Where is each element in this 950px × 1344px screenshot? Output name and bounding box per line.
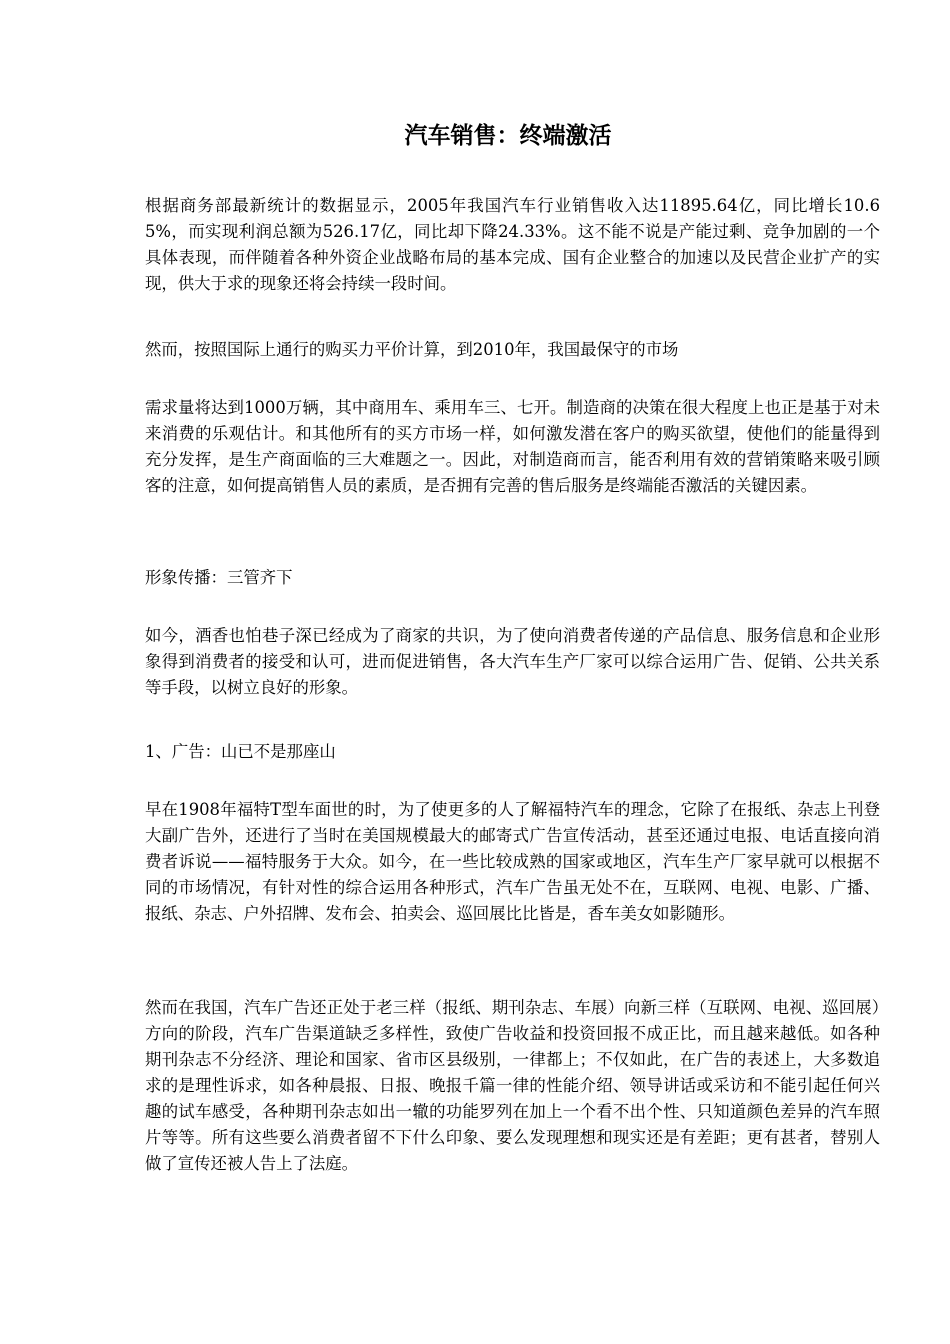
subsection-heading: 1、广告：山已不是那座山 [145,742,336,761]
paragraph: 然而，按照国际上通行的购买力平价计算，到2010年，我国最保守的市场 [145,340,679,359]
paragraph: 根据商务部最新统计的数据显示，2005年我国汽车行业销售收入达11895.64亿，同比增长10.65%，而实现利润总额为526.17亿，同比却下降24.33%。这不能不说是产能过剩、竞争加剧的一个具体表现，而伴随着各种外资企业战略布局的基本完成、国有企业整合的加速以及民营企业扩产的实现，供大于求的现象还将会持续一段时间。 [145,196,880,293]
paragraph: 需求量将达到1000万辆，其中商用车、乘用车三、七开。制造商的决策在很大程度上也正是基于对未来消费的乐观估计。和其他所有的买方市场一样，如何激发潜在客户的购买欲望，使他们的能量得到充分发挥，是生产商面临的三大难题之一。因此，对制造商而言，能否利用有效的营销策略来吸引顾客的注意，如何提高销售人员的素质，是否拥有完善的售后服务是终端能否激活的关键因素。 [145,398,880,495]
paragraph: 如今，酒香也怕巷子深已经成为了商家的共识，为了使向消费者传递的产品信息、服务信息和企业形象得到消费者的接受和认可，进而促进销售，各大汽车生产厂家可以综合运用广告、促销、公共关系等手段，以树立良好的形象。 [145,626,880,697]
paragraph: 然而在我国，汽车广告还正处于老三样（报纸、期刊杂志、车展）向新三样（互联网、电视、巡回展）方向的阶段，汽车广告渠道缺乏多样性，致使广告收益和投资回报不成正比，而且越来越低。如各种期刊杂志不分经济、理论和国家、省市区县级别，一律都上；不仅如此，在广告的表述上，大多数追求的是理性诉求，如各种晨报、日报、晚报千篇一律的性能介绍、领导讲话或采访和不能引起任何兴趣的试车感受，各种期刊杂志如出一辙的功能罗列在加上一个看不出个性、只知道颜色差异的汽车照片等等。所有这些要么消费者留不下什么印象、要么发现理想和现实还是有差距；更有甚者，替别人做了宣传还被人告上了法庭。 [145,998,880,1173]
paragraph: 早在1908年福特T型车面世的时，为了使更多的人了解福特汽车的理念，它除了在报纸、杂志上刊登大副广告外，还进行了当时在美国规模最大的邮寄式广告宣传活动，甚至还通过电报、电话直接向消费者诉说——福特服务于大众。如今，在一些比较成熟的国家或地区，汽车生产厂家早就可以根据不同的市场情况，有针对性的综合运用各种形式，汽车广告虽无处不在，互联网、电视、电影、广播、报纸、杂志、户外招牌、发布会、拍卖会、巡回展比比皆是，香车美女如影随形。 [145,800,880,923]
section-heading: 形象传播：三管齐下 [145,568,293,587]
document-title: 汽车销售：终端激活 [404,123,612,149]
